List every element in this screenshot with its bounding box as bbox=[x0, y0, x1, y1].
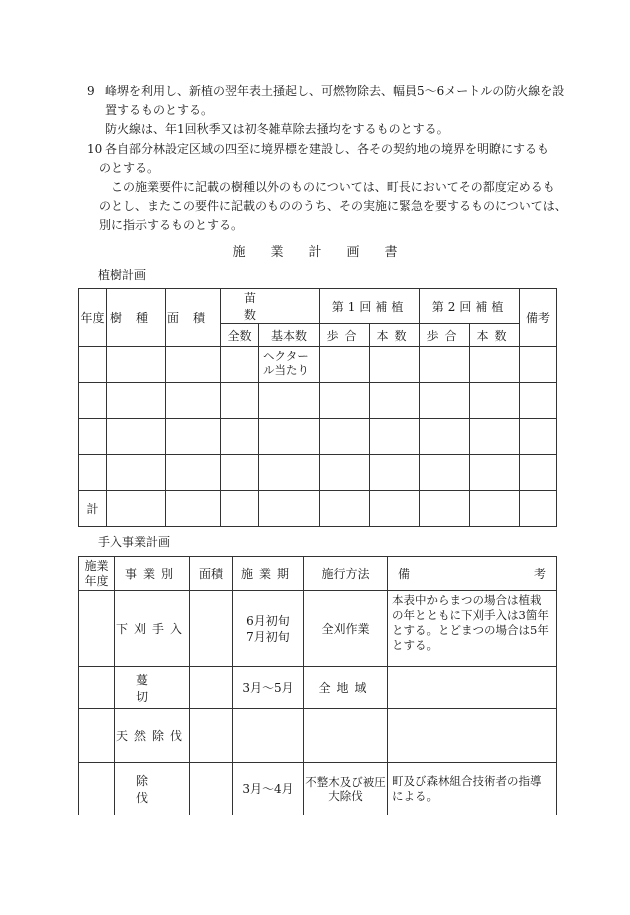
header-method: 施行方法 bbox=[304, 557, 388, 591]
base-count-unit-note: ヘクタール当たり bbox=[259, 347, 320, 383]
work-type: 下刈手入 bbox=[115, 591, 190, 667]
total-label: 計 bbox=[79, 491, 107, 527]
clause-number: 9 bbox=[87, 84, 95, 98]
clause-number: 10 bbox=[87, 142, 103, 156]
table-row bbox=[79, 347, 557, 383]
clause-10 bbox=[87, 140, 562, 178]
paragraph-text: 別に指示するものとする。 bbox=[99, 218, 244, 232]
header-period: 施業期 bbox=[233, 557, 304, 591]
work-type: 蔓切 bbox=[115, 667, 190, 709]
paragraph-text: この施業要件に記載の樹種以外のものについては、町長においてその都度定めるも bbox=[111, 180, 555, 194]
header-work-type: 事業別 bbox=[115, 557, 190, 591]
header-remarks: 備 考 bbox=[388, 557, 557, 591]
clause-9 bbox=[87, 82, 565, 139]
work-period: 6月初旬 7月初旬 bbox=[233, 591, 304, 667]
table-row bbox=[79, 455, 557, 491]
work-period: 3月～5月 bbox=[233, 667, 304, 709]
table-row bbox=[79, 763, 557, 815]
header-remarks: 備考 bbox=[520, 289, 557, 347]
planting-plan-heading: 植樹計画 bbox=[98, 268, 147, 282]
work-period bbox=[233, 709, 304, 763]
work-method: 全刈作業 bbox=[304, 591, 388, 667]
header-ratio-1: 歩合 bbox=[320, 324, 370, 347]
table-row bbox=[79, 709, 557, 763]
table-row bbox=[79, 667, 557, 709]
work-remarks: 本表中からまつの場合は植栽の年とともに下刈手入は3箇年とする。とどまつの場合は5年とする。 bbox=[388, 591, 557, 667]
clause-text: 峰堺を利用し、新植の翌年表土掻起し、可燃物除去、幅員5～6メートルの防火線を設 bbox=[105, 84, 565, 98]
work-remarks: 町及び森林組合技術者の指導による。 bbox=[388, 763, 557, 815]
care-plan-heading: 手入事業計画 bbox=[98, 535, 171, 549]
header-count-2: 本数 bbox=[470, 324, 520, 347]
work-remarks bbox=[388, 667, 557, 709]
work-method: 全地域 bbox=[304, 667, 388, 709]
paragraph-text: のとし、またこの要件に記載のもののうち、その実施に緊急を要するものについては、 bbox=[99, 199, 567, 213]
table-row-total bbox=[79, 491, 557, 527]
care-plan-table bbox=[78, 556, 557, 815]
header-work-year: 施業年度 bbox=[79, 557, 115, 591]
planting-plan-table bbox=[78, 288, 557, 527]
work-type: 除伐 bbox=[115, 763, 190, 815]
table-row bbox=[79, 383, 557, 419]
header-year: 年度 bbox=[79, 289, 107, 347]
header-total-count: 全数 bbox=[221, 324, 259, 347]
header-seedlings: 苗数 bbox=[221, 289, 320, 324]
work-type: 天然除伐 bbox=[115, 709, 190, 763]
clause-text: 防火線は、年1回秋季又は初冬雑草除去掻均をするものとする。 bbox=[105, 122, 449, 136]
clause-text: 置するものとする。 bbox=[105, 103, 214, 117]
work-method: 不整木及び被圧大除伐 bbox=[304, 763, 388, 815]
clause-text: 各自部分林設定区域の四至に境界標を建設し、各その契約地の境界を明瞭にするも bbox=[105, 142, 550, 156]
work-remarks bbox=[388, 709, 557, 763]
header-area: 面積 bbox=[166, 289, 221, 347]
document-title: 施業計画書 bbox=[232, 245, 423, 260]
table-row bbox=[79, 591, 557, 667]
header-count-1: 本数 bbox=[370, 324, 420, 347]
header-base-count: 基本数 bbox=[259, 324, 320, 347]
closing-paragraph bbox=[87, 178, 567, 235]
header-ratio-2: 歩合 bbox=[420, 324, 470, 347]
header-species: 樹種 bbox=[107, 289, 166, 347]
clause-text: のとする。 bbox=[99, 161, 160, 175]
header-replant-2: 第2回補植 bbox=[420, 289, 520, 324]
work-period: 3月～4月 bbox=[233, 763, 304, 815]
header-area: 面積 bbox=[190, 557, 233, 591]
work-method bbox=[304, 709, 388, 763]
table-row bbox=[79, 419, 557, 455]
header-replant-1: 第1回補植 bbox=[320, 289, 420, 324]
